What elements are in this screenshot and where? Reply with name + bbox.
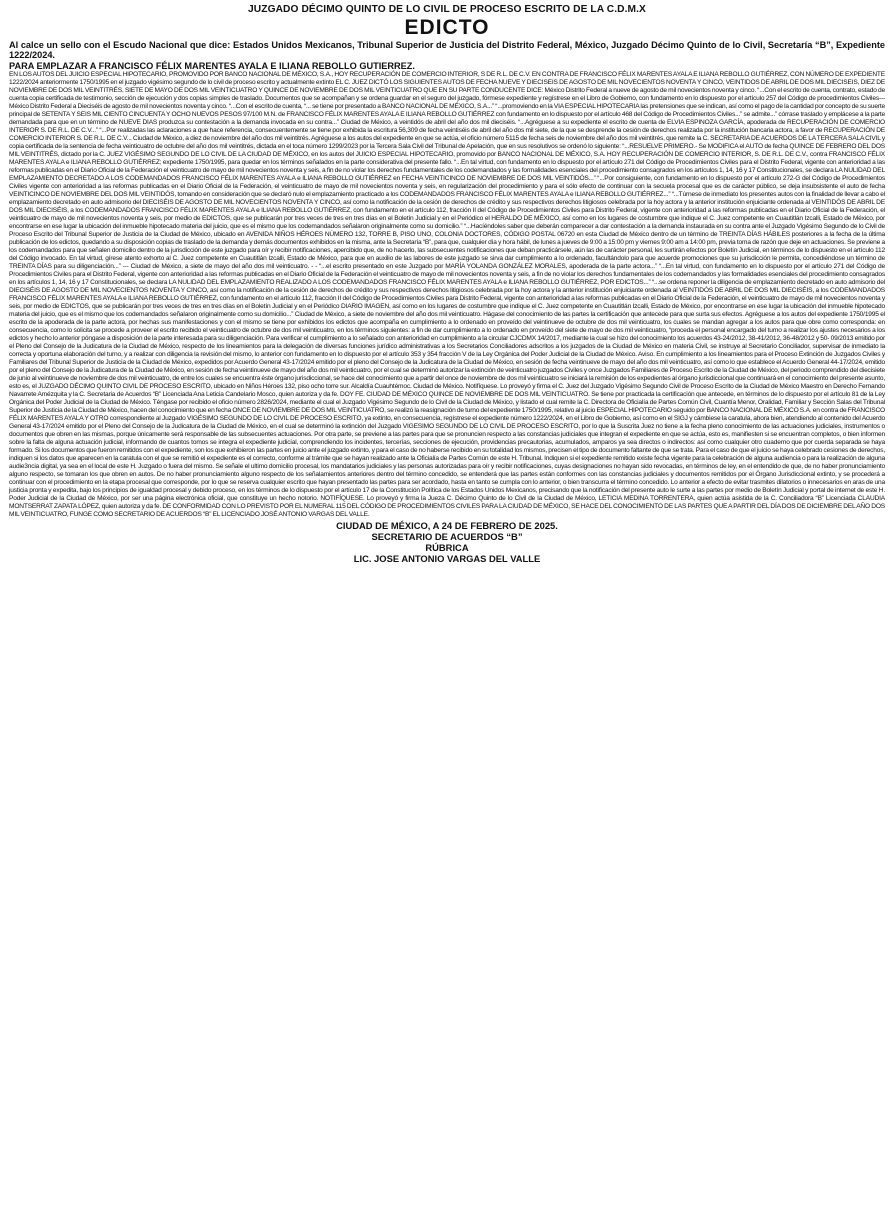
seal-description: Al calce un sello con el Escudo Nacional que dice: Estados Unidos Mexicanos, Tribunal Superior de Justicia del Distrito Federal, México, Juzgado Décimo Quinto de lo Civil, Secretaría “B”, Expediente 1222/2024. xyxy=(9,40,885,61)
signer-role: SECRETARIO DE ACUERDOS “B” xyxy=(371,531,523,543)
court-name: JUZGADO DÉCIMO QUINTO DE LO CIVIL DE PROCESO ESCRITO DE LA C.D.M.X xyxy=(248,4,646,15)
addressee-line: PARA EMPLAZAR A FRANCISCO FÉLIX MARENTES AYALA E ILIANA REBOLLO GUTIERREZ. xyxy=(9,60,415,71)
document-title: EDICTO xyxy=(404,16,490,39)
signer-name: LIC. JOSE ANTONIO VARGAS DEL VALLE xyxy=(353,553,541,565)
signature-block xyxy=(9,520,885,564)
place-date: CIUDAD DE MÉXICO, A 24 DE FEBRERO DE 2025. xyxy=(336,520,558,532)
rubrica-mark: RÚBRICA xyxy=(425,542,469,554)
edict-body: EN LOS AUTOS DEL JUICIO ESPECIAL HIPOTECARIO, PROMOVIDO POR BANCO NACIONAL DE MÉXICO, S.A., HOY RECUPERACIÓN DE COMERCIO INTERIOR, S DE R.L. DE C.V. EN CONTRA DE FRANCISCO FÉLIX MARENTES AYALA E ILIANA REBOLLO GUTIÉRREZ, CON NÚMERO DE EXPEDIENTE 1222/2024 anteriormente 1750/1995 en el juzgado vigésimo segundo de lo civil de proceso escrito y actualmente extinto EL C. JUEZ DICTÓ LOS SIGUIENTES AUTOS DE FECHA NUEVE Y DIECISEIS DE AGOSTO DE MIL NOVECIENTOS NOVENTA Y CINCO, VEINTIDOS DE ABRIL DE DOS MIL DIECISEIS, DIEZ DE NOVIEMBRE DE DOS MIL VEINTITRÉS, SIETE DE MAYO DE DOS MIL VEINTICUATRO Y QUINCE DE NOVIEMBRE DE DOS MIL VEINTICUATRO QUE EN SU PARTE CONDUCENTE DICE: México Distrito Federal a nueve de agosto de mil novecientos noventa y cinco. “...Con el escrito de cuenta, contrato, estado de cuenta copia certificada de testimonio, sección de ejecución y dos copias simples de traslado. Documentos que se acompañan y se ordena guardar en el seguro del juzgado, fórmese expediente y regístrese en el Libro de Gobierno, con fundamento en lo dispuesto por el artículo 257 del Código de procedimientos Civiles--- México Distrito Federal a Dieciséis de agosto de mil novecientos noventa y cinco. “...Con el escrito de cuenta, “... se tiene por presentado a BANCO NACIONAL DE MÉXICO, S.A...” “...promoviendo en la VIA ESPECIAL HIPOTECARIA las pretensiones que se indican, así como el pago de la cantidad por concepto de su suerte principal de SETENTA Y SEIS MIL CIENTO CINCUENTA Y OCHO NUEVOS PESOS 97/100 M.N. de FRANCISCO FÉLIX MARENTES AYALA E ILIANA REBOLLO GUTIÉRREZ con fundamento en lo dispuesto por el artículo 468 del Código de Procedimientos Civiles...” se admite...” córrase traslado y emplácese a la parte demandada para que en un término de NUEVE DIAS produzca su contestación a la demanda invocada en su contra...” Ciudad de México, a veintidós de abril del año dos mil dieciséis. “...Agréguese a su expediente el escrito de cuenta de ELVIA ESPINOZA GARCÍA, apoderada de RECUPERACIÓN DE COMERCIO INTERIOR S. DE R.L. DE C.V...” “...Por realizadas las aclaraciones a que hace referencia, consecuentemente se tiene por exhibida la escritura 56,309 de fecha veintiséis de abril del año dos mil siete, de la que se desprende la cesión de derechos realizada por la institución bancaria actora, a favor de RECUPERACIÓN DE COMERCIO INTERIOR S. DE R.L. DE C.V... Ciudad de México, a diez de noviembre del año dos mil veintitrés. Agréguese a los autos del expediente en que se actúa, el oficio número 5115 de fecha seis de noviembre del año dos mil veintitrés, que remite la C. SECRETARIA DE ACUERDOS DE LA TERCERA SALA CIVIL y copia certificada de la sentencia de fecha veinticuatro de octubre del año dos mil veintitrés, dictada en el toca número 1299/2023 por la Tercera Sala Civil del Tribunal de Apelación, que en sus resolutivos se ordenó lo siguiente: “...RESUELVE PRIMERO.- Se MODIFICA el AUTO de fecha QUINCE DE FEBRERO DEL DOS MIL VEINTITRÉS, dictado por la C. JUEZ VIGÉSIMO SEGUNDO DE LO CIVIL DE LA CIUDAD DE MÉXICO, en los autos del JUICIO ESPECIAL HIPOTECARIO, promovido por BANCO NACIONAL DE MÉXICO, S.A. HOY RECUPERACIÓN DE COMERCIO INTERIOR, S. DE R.L. DE C.V., contra FRANCISCO FÉLIX MARENTES AYALA e ILIANA REBOLLO GUTIÉRREZ; expediente 1750/1995, para quedar en los términos señalados en la parte considerativa del presente fallo. “...En tal virtud, con fundamento en lo dispuesto por el artículo 271 del Código de Procedimientos Civiles para el Distrito Federal, vigente con anterioridad a las reformas publicadas en el Diario Oficial de la Federación el veinticuatro de mayo de mil novecientos noventa y seis, a fin de no violar los derechos fundamentales de los codemandados y las formalidades esenciales del procedimiento consagrados en los artículos 1, 14, 16 y 17 Constitucionales, se declara LA NULIDAD DEL EMPLAZAMIENTO DECRETADO A LOS CODEMANDADOS FRANCISCO FÉLIX MARENTES AYALA e ILIANA REBOLLO GUTIÉRREZ en FECHA VEINTICINCO DE NOVIEMBRE DE DOS MIL VEINTIDÓS...” “...Por consiguiente, con fundamento en lo dispuesto por el artículo 272-G del Código de Procedimientos Civiles vigente con anterioridad a las reformas publicadas en el Diario Oficial de la Federación, el veinticuatro de mayo de mil novecientos noventa y seis, en regularización del procedimiento y para el sólo efecto de continuar con la secuela procesal que es de carácter público, se deja insubsistente el auto de fecha VEINTICINCO DE NOVIEMBRE DEL DOS MIL VEINTIDÓS, tomando en consideración que se declaró nulo el emplazamiento practicado a los CODEMANDADOS FRANCISCO FÉLIX MARENTES AYALA e ILIANA REBOLLO GUTIÉRREZ...” “...Túrnese de inmediato los presentes autos con la finalidad de llevar a cabo el emplazamiento decretado en auto admisorio del DIECISÉIS DE AGOSTO DE MIL NOVECIENTOS NOVENTA Y CINCO, así como la notificación de la cesión de derechos de crédito y sus respectivos derechos litigiosos celebrada por la hoy actora y la anterior institución enjuiciante ordenada al VEINTIDÓS DE ABRIL DE DOS MIL DIECISÉIS, a los CODEMANDADOS FRANCISCO FÉLIX MARENTES AYALA e ILIANA REBOLLO GUTIÉRREZ, con fundamento en el artículo 112, fracción II del Código de Procedimientos Civiles para Distrito Federal, vigente con anterioridad a las reformas publicadas en el Diario Oficial de la Federación, el veinticuatro de mayo de mil novecientos noventa y seis, por medio de EDICTOS, que se publicarán por tres veces de tres en tres días en el Boletín Judicial y en el Periódico el HERALDO DE MÉXICO, así como en los lugares de costumbre que indique el C. Juez competente en Cuautitlán Izcalli, Estado de México, por encontrarse en ese lugar la ubicación del inmueble hipotecado materia del juicio, que es el mismo que los codemandados señalaron originalmente como su domicilio.” “...Hacíéndoles saber que deberán comparecer a dar contestación a la demanda instaurada en su contra ante el Juzgado Vigésimo Segundo de lo Civil de Proceso Escrito del Tribunal Superior de Justicia de la Ciudad de México, ubicado en AVENIDA NIÑOS HÉROES NÚMERO 132, TORRE B, PISO UNO, COLONIA DOCTORES, CÓDIGO POSTAL 06720 en esta Ciudad de México dentro de un término de TREINTA DÍAS HÁBILES posteriores a la fecha de la última publicación de los edictos, quedando a su disposición copias de traslado de la demanda y demás documentos exhibidos en la misma, ante la Secretaría “B”, para que, cualquier día y hora hábil, de lunes a jueves de 9:00 a 15:00 pm y viernes 9:00 am a 14:00 pm, previa toma de razón que deje en actuaciones. Se previene a los codemandados para que señalen domicilio dentro de la jurisdicción de este juzgado para oír y recibir notificaciones, apercibido que, de no hacerlo, las subsecuentes notificaciones que deban practicársele, aún las de carácter personal, les surtirán efectos por Boletín Judicial, en términos de lo dispuesto en el artículo 112 del Código invocado. En tal virtud, gírese atento exhorto al C. Juez competente en Cuautitlán Izcalli, Estado de México, para que en auxilio de las labores de este juzgado se sirva dar cumplimiento a lo ordenado, facultándolo para que acuerde promociones que su jurisdicción le permita, concediéndose un término de TREINTA DÍAS para su diligenciación...” --- Ciudad de México, a siete de mayo del año dos mil veinticuatro. - - “...el escrito presentado en este Juzgado por MARÍA YOLANDA GONZÁLEZ MORALES, apoderada de la parte actora...” “...En tal virtud, con fundamento en lo dispuesto por el artículo 271 del Código de Procedimientos Civiles para el Distrito Federal, vigente con anterioridad a las reformas publicadas en el Diario Oficial de la Federación el veinticuatro de mayo de mil novecientos noventa y seis, a fin de no violar los derechos fundamentales de los codemandados y las formalidades esenciales del procedimiento consagrados en los artículos 1, 14, 16 y 17 Constitucionales, se declara LA NULIDAD DEL EMPLAZAMIENTO REALIZADO A LOS CODEMANDADOS FRANCISCO FÉLIX MARENTES AYALA e ILIANA REBOLLO GUTIÉRREZ, POR EDICTOS...” “...se ordena reponer la diligencia de emplazamiento decretado en auto admisorio del DIECISÉIS DE AGOSTO DE MIL NOVECIENTOS NOVENTA Y CINCO, así como la notificación de la cesión de derechos de crédito y sus respectivos derechos litigiosos celebrada por la hoy actora y la anterior institución enjuiciante ordenada al VEINTIDÓS DE ABRIL DE DOS MIL DIECISÉIS, a los CODEMANDADOS FRANCISCO FÉLIX MARENTES AYALA e ILIANA REBOLLO GUTIÉRREZ, con fundamento en el artículo 112, fracción II del Código de Procedimientos Civiles para Distrito Federal, vigente con anterioridad a las reformas publicadas en el Diario Oficial de la Federación, el veinticuatro de mayo de mil novecientos noventa y seis, por medio de EDICTOS, que se publicarán por tres veces de tres en tres días en el Boletín Judicial y en el Periódico DIARIO IMAGEN, así como en los lugares de costumbre que indique el C. Juez competente en Cuautitlán Izcalli, Estado de México, por encontrarse en ese lugar la ubicación del inmueble hipotecado materia del juicio, que es el mismo que los codemandados señalaron originalmente como su domicilio...” Ciudad de México, a siete de noviembre del año dos mil veinticuatro. Hágase del conocimiento de las partes la certificación que antecede para que surta sus efectos. Agréguese a los autos del expediente 1750/1995 el escrito de la apoderada de la parte actora, por hechas sus manifestaciones y con el mismo se tiene por exhibidos los edictos que acompaña en cumplimiento a lo ordenado en proveído del veintinueve de octubre de dos mil veinticuatro, los cuales se mandan agregar a los autos para que obre como corresponda: en consecuencia, como lo solicita se procede a proveer el escrito recibido el veinticuatro de octubre de dos mil veinticuatro, en los términos siguientes: a fin de dar cumplimiento a lo ordenado en proveído del siete de mayo de dos mil veinticuatro, “proceda el personal encargado del turno a realizar los ajustes necesarios a los edictos y hecho lo anterior póngase a disposición de la parte interesada para su diligenciación. Para verificar el cumplimiento a lo señalado con anterioridad en cumplimiento a la circular CJCDMX 14/2017, mediante la cual se hizo del conocimiento los acuerdos 43-24/2012, 38-41/2012, 36-48/2012 y 50- 09/2013 emitido por el Pleno del Consejo de la Judicatura de la Ciudad de México, respecto de los lineamientos para la delegación de diversas funciones jurídico administrativas a los Secretarios Conciliadores adscritos a los juzgados de la Ciudad de México en materia Civil, se instruye al Secretario Conciliador, supervisar de inmediato la correcta y oportuna elaboración del turno, y a realizar con diligencia la revisión del mismo, lo anterior con fundamento en lo dispuesto por el artículo 353 y 354 fracción V de la Ley Orgánica del Poder Judicial de la Ciudad de México. Aviso. En cumplimiento a los lineamientos para el Proceso Extinción de Juzgados Civiles y Familiares del Tribunal Superior de Justicia de la Ciudad de México, expedidos por Acuerdo General 43-17/2024 emitido por el pleno del Consejo de la Judicatura de la Ciudad de México, en sesión de fecha veintinueve de mayo del año dos mil veinticuatro, así como lo que establece el Acuerdo General 44-17/2024, emitido por el pleno del Consejo de la Judicatura de la Ciudad de México, en sesión de fecha veintinueve de mayo del año dos mil veinticuatro, por el cual se determinó autorizar la extinción de veinticuatro juzgados Civiles y once Juzgados Familiares de Proceso Escrito de la Ciudad de México, del periodo comprendido del diecisiete de junio al veintinueve de noviembre de dos mil veinticuatro, de entre los cuales se encuentra éste órgano jurisdiccional, se hace del conocimiento que a partir del once de noviembre de dos mil veinticuatro se iniciará la remisión de los expedientes al órgano jurisdiccional que continuará en el conocimiento del presente asunto, esto es, el JUZGADO DÉCIMO QUINTO CIVIL DE PROCESO ESCRITO, ubicado en Niños Héroes 132, piso ocho torre sur. Alcaldía Cuauhtémoc. Ciudad de México. Notifíquese. Lo proveyó y firma el C. Juez del Juzgado Vigésimo Segundo Civil de Proceso Escrito de la Ciudad de México Maestro en Derecho Fernando Navarrete Amézquita y la C. Secretaria de Acuerdos “B” Licenciada Ana Leticia Candelario Mosco, quien autoriza y da fe. DOY FE. CIUDAD DE MÉXICO QUINCE DE NOVIEMBRE DE DOS MIL VEINTICUATRO. Se tiene por practicada la certificación que antecede, en términos de lo dispuesto por el artículo 81 de la Ley Orgánica del Poder Judicial de la Ciudad de México. Téngase por recibido el oficio número 2826/2024, mediante el cual el Juzgado Vigésimo Segundo de lo Civil de la Ciudad de México, y listado el cual remite la C. Directora de Oficialía de Partes Común Civil, Cuantía Menor, Oralidad, Familiar y Sección Salas del Tribunal Superior de Justicia de la Ciudad de México, hacen del conocimiento que en fecha ONCE DE NOVIEMBRE DE DOS MIL VEINTICUATRO, se realizó la reasignación de turno del expediente 1750/1995, relativo al juicio ESPECIAL HIPOTECARIO seguido por BANCO NACIONAL DE MÉXICO S.A. en contra de FRANCISCO FÉLIX MARENTES AYALA Y OTRO correspondiente al Juzgado VIGÉSIMO SEGUNDO DE LO CIVIL DE PROCESO ESCRITO, ya extinto, en consecuencia, regístrese el expediente número 1222/2024, en el Libro de Gobierno, así como en el SIGJ y cámbiese la caratula, ahora bien, atendiendo al contenido del Acuerdo General 43-17/2024 emitido por el Pleno del Consejo de la Judicatura de la Ciudad de México, en el cual se determinó la extinción del Juzgado VIGESIMO SEGUNDO DE LO CIVIL DE PROCESO ESCRITO, por lo que la Suscrita Juez no tiene a la fecha pleno conocimiento de las actuaciones judiciales, instrumentos o documentos que obren en las mismas, porque únicamente será responsable de las subsecuentes actuaciones. Por otra parte, se previene a las partes para que se pronuncien respecto a las constancias judiciales que integran el expediente en que se actúa, esto es, manifiesten si se encuentran completos, o bien informen sobre la falta de alguna actuación judicial, informando de cuantos tomos se integra el expediente judicial, comprendiendo los incidentes, tercerías, secciones de ejecución, providencias precautorias, acumulados, amparos ya sea directos o indirectos: así como cualquier otro cuaderno que por cuerda separada se haya formado. Si los documentos que fueron remitidos con el expediente, son los que exhibieron las partes en juicio ante el juzgado extinto, y para el caso de no haberse recibido en su totalidad los mismos, precisen el tipo de documento faltante de que se trata. Para el caso de que el juicio se haya celebrado cesiones de derechos, indiquen si los datos que aparecen en la caratula con el que se remitió el expediente es el correcto, conforme al trámite que se hayan realizado ante la Oficialía de Partes Común de este H. Tribunal. Indiquen si el expediente remitido existe fecha vigente para la celebración de alguna audiencia o para la realización de alguna audie3ncia digital, ya sea en el local de este H. Juzgado o fuera del mismo. Se señale el ultimo domicilio procesal, los mandatarios judiciales y las personas autorizadas para oír y recibir notificaciones, cuyas designaciones no hayan sido revocadas, en términos de ley, en el entendido de que, de no haber pronunciamiento alguno respecto, se tomaran los que obren en autos. De no haber pronunciamiento alguno respecto de los señalamientos anteriores dentro del término concedido, se entenderá que las partes están conformes con las constancias judiciales y documentos remitidos por el Órgano Jurisdiccional extinto, y se procederá a continuar con el procedimiento en la etapa procesal que corresponde, por lo que se reserva cualquier escrito que hayan presentado las partes para ser acordado, hasta en tanto se cumpla con lo anterior, o bien transcurra el término concedido. Lo anterior a efecto de evitar trasmites dilatorios o innecesarios en aras de una justicia pronta y expedita, bajo los principios de igualdad procesal y debido proceso, en los términos de lo dispuesto por el artículo 17 de la Constitución Política de los Estados Unidos Mexicanos, precisando que la notificación del presente auto le surte a las partes por medio de Boletín Judicial y portal de internet de este H. Poder Judicial de la Ciudad de México, por ser una página electrónica oficial, que constituye un hecho notorio. NOTIFÍQUESE. Lo proveyó y firma la Jueza C. Décimo Quinto de lo Civil de la Ciudad de México, LETICIA MEDINA TORRENTERA, quien actúa asistida de la C. Conciliadora “B” Licenciada CLAUDIA MONTSERRAT ZAPATA LÓPEZ, quien autoriza y da fe. DE CONFORMIDAD CON LO PREVISTO POR EL NUMERAL 115 DEL CÓDIGO DE PROCEDIMIENTOS CIVILES PARA LA CIUDAD DE MÉXICO, SE HACE DEL CONOCIMIENTO DE LAS PARTES QUE A PARTIR DEL DÍA DOS DE DICIEMBRE DEL AÑO DOS MIL VEINTICUATRO, FUNGE COMO SECRETARIO DE ACUERDOS “B” EL LICENCIADO JOSÉ ANTONIO VARGAS DEL VALLE. xyxy=(9,71,885,519)
